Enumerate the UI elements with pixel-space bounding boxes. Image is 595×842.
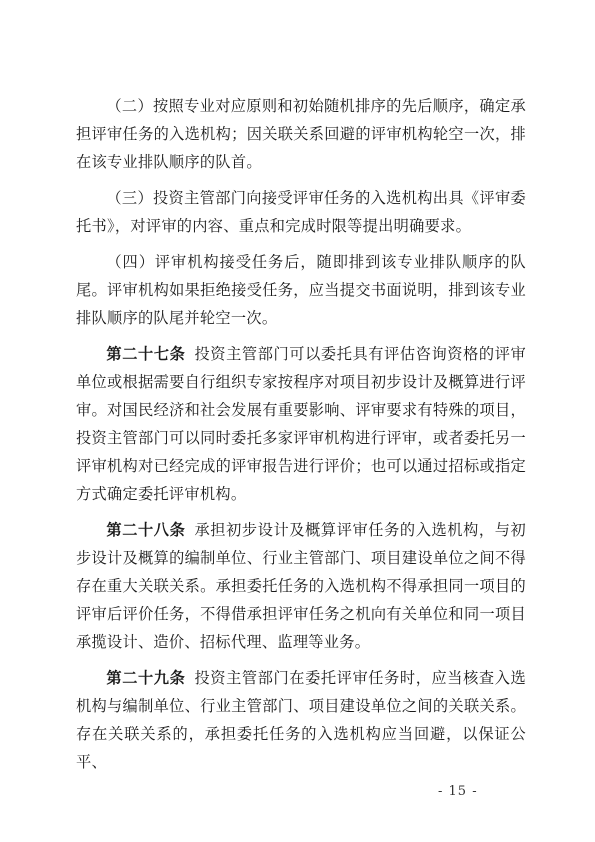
article-27-paragraph xyxy=(76,340,526,508)
paragraph-text: （二）按照专业对应原则和初始随机排序的先后顺序，确定承担评审任务的入选机构；因关联关系回避的评审机构轮空一次，排在该专业排队顺序的队首。 xyxy=(76,97,526,171)
article-title: 第二十八条 xyxy=(106,521,186,539)
paragraph-text: （四）评审机构接受任务后，随即排到该专业排队顺序的队尾。评审机构如果拒绝接受任务，应当提交书面说明，排到该专业排队顺序的队尾并轮空一次。 xyxy=(76,253,526,327)
document-body xyxy=(76,92,526,776)
paragraph-text: （三）投资主管部门向接受评审任务的入选机构出具《评审委托书》，对评审的内容、重点和完成时限等提出明确要求。 xyxy=(76,189,526,235)
clause-2-paragraph xyxy=(76,92,526,176)
article-title: 第二十九条 xyxy=(106,669,186,687)
clause-4-paragraph xyxy=(76,248,526,332)
paragraph-text: 投资主管部门可以委托具有评估咨询资格的评审单位或根据需要自行组织专家按程序对项目初步设计及概算进行评审。对国民经济和社会发展有重要影响、评审要求有特殊的项目，投资主管部门可以同时委托多家评审机构进行评审，或者委托另一评审机构对已经完成的评审报告进行评价；也可以通过招标或指定方式确定委托评审机构。 xyxy=(76,345,526,503)
paragraph-text: 投资主管部门在委托评审任务时，应当核查入选机构与编制单位、行业主管部门、项目建设单位之间的关联关系。存在关联关系的，承担委托任务的入选机构应当回避，以保证公平、 xyxy=(76,669,526,771)
paragraph-text: 承担初步设计及概算评审任务的入选机构，与初步设计及概算的编制单位、行业主管部门、项目建设单位之间不得存在重大关联关系。承担委托任务的入选机构不得承担同一项目的评审后评价任务，不得借承担评审任务之机向有关单位和同一项目承揽设计、造价、招标代理、监理等业务。 xyxy=(76,521,526,651)
article-title: 第二十七条 xyxy=(106,345,186,363)
article-29-paragraph xyxy=(76,664,526,776)
clause-3-paragraph xyxy=(76,184,526,240)
page-number: - 15 - xyxy=(438,784,478,799)
article-28-paragraph xyxy=(76,516,526,656)
